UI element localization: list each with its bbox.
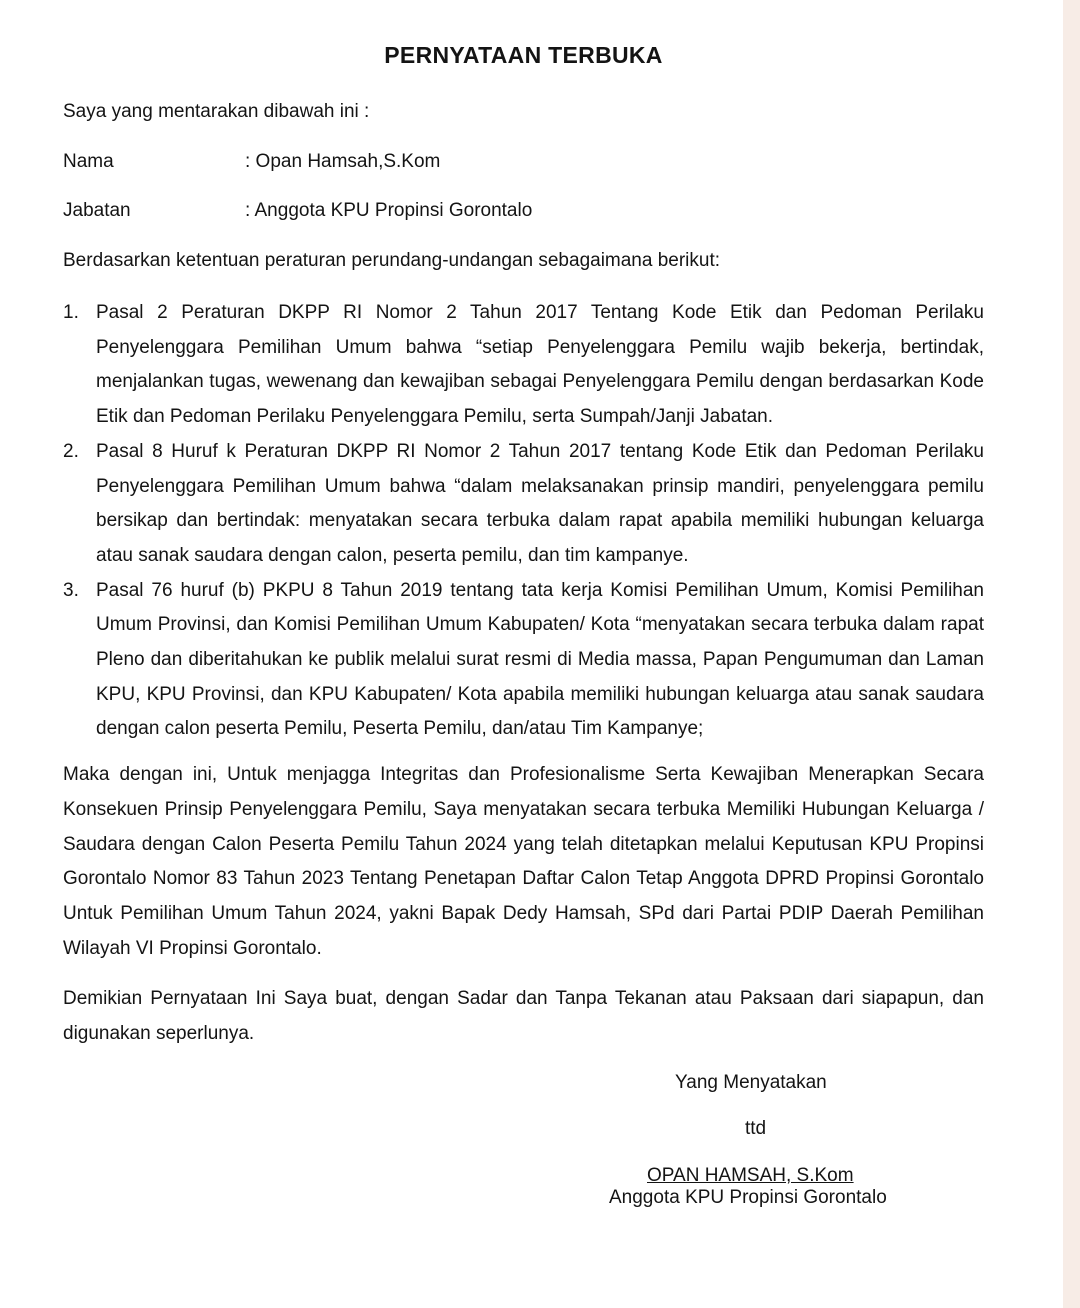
signature-heading: Yang Menyatakan <box>675 1072 827 1093</box>
signatory-name: OPAN HAMSAH, S.Kom <box>647 1165 854 1186</box>
list-item-text: Pasal 8 Huruf k Peraturan DKPP RI Nomor 2 Tahun 2017 tentang Kode Etik dan Pedoman Perilaku Penyelenggara Pemilihan Umum bahwa “dalam melaksanakan prinsip mandiri, penyelenggara pemilu bersikap dan bertindak: menyatakan secara terbuka dalam rapat apabila memiliki hubungan keluarga atau sanak saudara dengan calon, peserta pemilu, dan tim kampanye. <box>96 440 984 566</box>
closing-paragraph: Demikian Pernyataan Ini Saya buat, dengan Sadar dan Tanpa Tekanan atau Paksaan dari siapapun, dan digunakan seperlunya. <box>63 988 984 1044</box>
intro-text: Saya yang mentarakan dibawah ini : <box>63 101 370 122</box>
field-label-nama: Nama <box>63 151 114 172</box>
signatory-position: Anggota KPU Propinsi Gorontalo <box>609 1187 887 1208</box>
basis-heading: Berdasarkan ketentuan peraturan perundang-undangan sebagaimana berikut: <box>63 250 721 271</box>
document-title: PERNYATAAN TERBUKA <box>384 42 663 68</box>
list-item-text: Pasal 76 huruf (b) PKPU 8 Tahun 2019 tentang tata kerja Komisi Pemilihan Umum, Komisi Pemilihan Umum Provinsi, dan Komisi Pemilihan Umum Kabupaten/ Kota “menyatakan secara terbuka dalam rapat Pleno dan diberitahukan ke publik melalui surat resmi di Media massa, Papan Pengumuman dan Laman KPU, KPU Provinsi, dan KPU Kabupaten/ Kota apabila memiliki hubungan keluarga atau sanak saudara dengan calon peserta Pemilu, Peserta Pemilu, dan/atau Tim Kampanye; <box>96 579 984 740</box>
list-item <box>63 296 984 435</box>
page-edge <box>1063 0 1080 1308</box>
list-item <box>63 574 984 748</box>
field-label-jabatan: Jabatan <box>63 200 131 221</box>
list-item-number: 1. <box>63 302 79 323</box>
signature-mark: ttd <box>745 1118 767 1139</box>
list-item <box>63 435 984 574</box>
statement-paragraph: Maka dengan ini, Untuk menjagga Integritas dan Profesionalisme Serta Kewajiban Menerapkan Secara Konsekuen Prinsip Penyelenggara Pemilu, Saya menyatakan secara terbuka Memiliki Hubungan Keluarga / Saudara dengan Calon Peserta Pemilu Tahun 2024 yang telah ditetapkan melalui Keputusan KPU Propinsi Gorontalo Nomor 83 Tahun 2023 Tentang Penetapan Daftar Calon Tetap Anggota DPRD Propinsi Gorontalo Untuk Pemilihan Umum Tahun 2024, yakni Bapak Dedy Hamsah, SPd dari Partai PDIP Daerah Pemilihan Wilayah VI Propinsi Gorontalo. <box>63 764 984 959</box>
regulation-list <box>63 296 984 747</box>
list-item-text: Pasal 2 Peraturan DKPP RI Nomor 2 Tahun 2017 Tentang Kode Etik dan Pedoman Perilaku Penyelenggara Pemilihan Umum bahwa “setiap Penyelenggara Pemilu wajib bekerja, bertindak, menjalankan tugas, wewenang dan kewajiban sebagai Penyelenggara Pemilu dengan berdasarkan Kode Etik dan Pedoman Perilaku Penyelenggara Pemilu, serta Sumpah/Janji Jabatan. <box>96 302 984 428</box>
list-item-number: 3. <box>63 579 79 601</box>
field-value-jabatan: : Anggota KPU Propinsi Gorontalo <box>245 200 533 221</box>
field-value-nama: : Opan Hamsah,S.Kom <box>245 151 441 172</box>
list-item-number: 2. <box>63 440 79 462</box>
